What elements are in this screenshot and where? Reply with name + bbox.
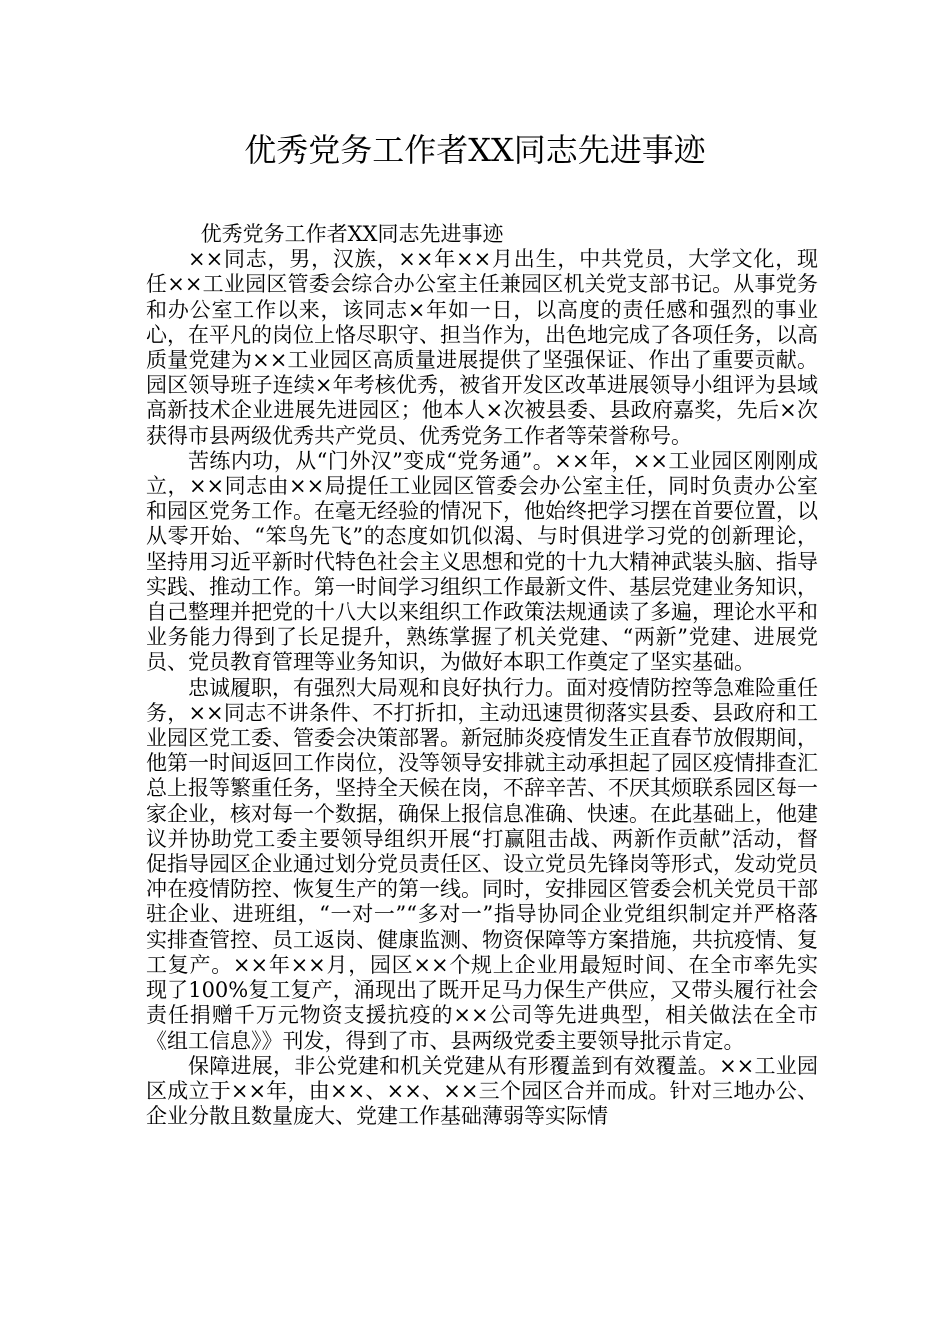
paragraph-duty: 忠诚履职，有强烈大局观和良好执行力。面对疫情防控等急难险重任务，××同志不讲条件、不打折扣，主动迅速贯彻落实县委、县政府和工业园区党工委、管委会决策部署。新冠肺炎疫情发生正直春节放假期间，他第一时间返回工作岗位，没等领导安排就主动承担起了园区疫情排查汇总上报等繁重任务，坚持全天候在岗，不辞辛苦、不厌其烦联系园区每一家企业，核对每一个数据，确保上报信息准确、快速。在此基础上，他建议并协助党工委主要领导组织开展“打赢阻击战、两新作贡献”活动，督促指导园区企业通过划分党员责任区、设立党员先锋岗等形式，发动党员冲在疫情防控、恢复生产的第一线。同时，安排园区管委会机关党员干部驻企业、进班组，“一对一”“多对一”指导协同企业党组织制定并严格落实排查管控、员工返岗、健康监测、物资保障等方案措施，共抗疫情、复工复产。××年××月，园区××个规上企业用最短时间、在全市率先实现了100%复工复产，涌现出了既开足马力保生产供应，又带头履行社会责任捐赠千万元物资支援抗疫的××公司等先进典型，相关做法在全市《组工信息》》刊发，得到了市、县两级党委主要领导批示肯定。 — [146, 675, 818, 1053]
document-subtitle: 优秀党务工作者XX同志先进事迹 — [200, 222, 504, 246]
document-title: 优秀党务工作者XX同志先进事迹 — [244, 131, 706, 169]
paragraph-study: 苦练内功，从“门外汉”变成“党务通”。××年，××工业园区刚刚成立，××同志由××局提任工业园区管委会办公室主任，同时负责办公室和园区党务工作。在毫无经验的情况下，他始终把学习摆在首要位置，以从零开始、“笨鸟先飞”的态度如饥似渴、与时俱进学习党的创新理论，坚持用习近平新时代特色社会主义思想和党的十九大精神武装头脑、指导实践、推动工作。第一时间学习组织工作最新文件、基层党建业务知识，自己整理并把党的十八大以来组织工作政策法规通读了多遍，理论水平和业务能力得到了长足提升，熟练掌握了机关党建、“两新”党建、进展党员、党员教育管理等业务知识，为做好本职工作奠定了坚实基础。 — [146, 448, 818, 675]
paragraph-intro: ××同志，男，汉族，××年××月出生，中共党员，大学文化，现任××工业园区管委会综合办公室主任兼园区机关党支部书记。从事党务和办公室工作以来，该同志×年如一日，以高度的责任感和强烈的事业心，在平凡的岗位上恪尽职守、担当作为，出色地完成了各项任务，以高质量党建为××工业园区高质量进展提供了坚强保证、作出了重要贡献。园区领导班子连续×年考核优秀，被省开发区改革进展领导小组评为县域高新技术企业进展先进园区；他本人×次被县委、县政府嘉奖，先后×次获得市县两级优秀共产党员、优秀党务工作者等荣誉称号。 — [146, 247, 818, 448]
document-body — [146, 222, 818, 1129]
paragraph-development: 保障进展，非公党建和机关党建从有形覆盖到有效覆盖。××工业园区成立于××年，由××、××、××三个园区合并而成。针对三地办公、企业分散且数量庞大、党建工作基础薄弱等实际情 — [146, 1053, 818, 1129]
